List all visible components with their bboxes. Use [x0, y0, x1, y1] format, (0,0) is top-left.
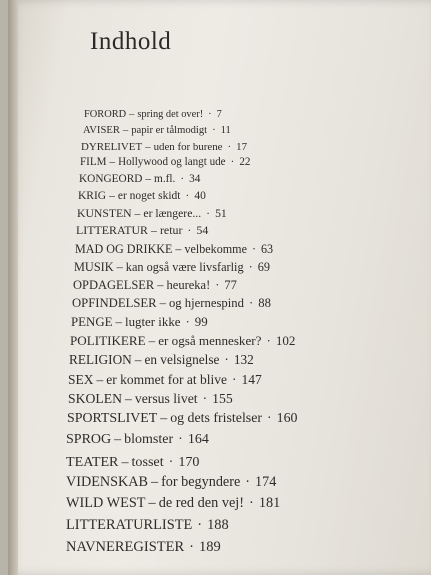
toc-subtitle: spring det over! — [137, 109, 204, 120]
toc-heading: LITTERATUR — [76, 223, 148, 237]
toc-dot: · — [185, 190, 190, 202]
toc-page-number: 170 — [178, 454, 200, 470]
toc-dot: · — [249, 495, 254, 511]
toc-heading: VIDENSKAB — [66, 474, 148, 490]
toc-subtitle: og dets fristelser — [170, 411, 262, 426]
toc-page-number: 164 — [187, 432, 209, 447]
toc-heading: KRIG — [78, 190, 107, 202]
toc-page-number: 181 — [258, 495, 281, 511]
toc-dot: · — [248, 260, 253, 274]
toc-entry — [78, 191, 206, 203]
toc-entry — [66, 540, 221, 555]
toc-heading: OPFINDELSER — [72, 296, 157, 310]
toc-entry — [69, 353, 254, 366]
toc-dot: · — [212, 125, 216, 136]
toc-dot: · — [227, 141, 232, 153]
toc-page-number: 132 — [233, 352, 254, 367]
table-of-contents — [8, 0, 431, 575]
toc-dot: · — [251, 242, 256, 256]
toc-subtitle: tosset — [131, 454, 164, 470]
toc-page-number: 22 — [239, 156, 251, 168]
toc-heading: DYRELIVET — [81, 141, 143, 153]
toc-dot: · — [267, 411, 272, 426]
toc-dot: · — [245, 474, 250, 490]
toc-entry — [66, 496, 280, 510]
toc-heading: AVISER — [83, 125, 120, 136]
toc-heading: LITTERATURLISTE — [66, 517, 193, 533]
book-page — [8, 0, 431, 575]
toc-dot: · — [249, 296, 254, 310]
toc-dash: – — [160, 411, 168, 426]
toc-dot: · — [189, 539, 194, 555]
toc-heading: NAVNEREGISTER — [66, 539, 185, 555]
toc-dash: – — [129, 109, 135, 120]
toc-page-number: 54 — [196, 223, 209, 237]
toc-dot: · — [185, 315, 190, 329]
toc-dash: – — [116, 260, 123, 274]
toc-subtitle: blomster — [124, 432, 174, 447]
toc-dash: – — [157, 278, 164, 292]
toc-heading: PENGE — [71, 315, 113, 329]
toc-page-number: 147 — [241, 372, 262, 387]
toc-entry — [72, 297, 271, 310]
toc-dash: – — [114, 432, 122, 447]
toc-entry — [66, 433, 209, 447]
page-title: Indhold — [90, 28, 172, 55]
toc-page-number: 155 — [212, 391, 233, 406]
toc-entry — [68, 373, 262, 387]
toc-page-number: 99 — [194, 315, 208, 329]
toc-page-number: 7 — [216, 109, 222, 120]
toc-heading: MUSIK — [74, 260, 114, 274]
toc-page-number: 40 — [194, 190, 206, 202]
toc-subtitle: er kommet for at blive — [106, 372, 227, 387]
toc-page-number: 77 — [224, 278, 237, 292]
toc-heading: MAD OG DRIKKE — [75, 242, 173, 256]
toc-dash: – — [148, 333, 156, 348]
toc-dash: – — [150, 474, 159, 490]
toc-dot: · — [215, 278, 220, 292]
toc-subtitle: papir er tålmodigt — [131, 125, 208, 136]
toc-page-number: 63 — [260, 242, 274, 256]
toc-subtitle: er også mennesker? — [158, 333, 262, 348]
toc-entry — [84, 110, 222, 120]
toc-heading: KONGEORD — [79, 173, 143, 185]
toc-heading: RELIGION — [69, 352, 132, 367]
toc-page-number: 189 — [199, 539, 221, 555]
toc-dot: · — [197, 517, 203, 533]
toc-subtitle: velbekomme — [184, 242, 247, 256]
toc-page-number: 11 — [220, 125, 231, 136]
toc-subtitle: er noget skidt — [117, 190, 181, 202]
toc-entry — [66, 518, 229, 532]
toc-entry — [77, 208, 227, 220]
toc-subtitle: kan også være livsfarlig — [125, 260, 244, 274]
toc-entry — [83, 126, 231, 137]
toc-subtitle: for begyndere — [161, 474, 241, 490]
toc-dot: · — [231, 372, 237, 387]
toc-heading: TEATER — [66, 454, 119, 470]
toc-entry — [74, 261, 270, 273]
toc-entry — [70, 334, 295, 347]
toc-dash: – — [115, 315, 122, 329]
toc-dot: · — [202, 391, 208, 406]
toc-page-number: 88 — [258, 296, 271, 310]
toc-dash: – — [122, 125, 129, 136]
toc-dot: · — [180, 173, 185, 185]
toc-entry — [71, 316, 208, 329]
toc-dash: – — [96, 372, 104, 387]
toc-subtitle: de red den vej! — [158, 495, 245, 511]
toc-entry — [80, 157, 250, 168]
toc-dot: · — [266, 333, 271, 348]
toc-dash: – — [134, 352, 142, 367]
toc-subtitle: er længere... — [143, 207, 202, 220]
toc-page-number: 160 — [276, 411, 298, 426]
toc-page-number: 51 — [215, 207, 227, 220]
toc-dash: – — [121, 454, 129, 470]
toc-entry — [79, 174, 200, 185]
toc-subtitle: lugter ikke — [125, 315, 181, 329]
toc-page-number: 174 — [255, 474, 277, 490]
toc-dot: · — [208, 109, 212, 120]
toc-heading: WILD WEST — [66, 495, 146, 511]
toc-dash: – — [145, 141, 151, 153]
toc-dot: · — [187, 223, 192, 237]
toc-dash: – — [175, 242, 182, 256]
toc-dot: · — [168, 454, 174, 470]
toc-heading: FORORD — [84, 109, 127, 120]
toc-heading: SEX — [68, 372, 94, 387]
toc-dash: – — [109, 156, 116, 168]
toc-subtitle: m.fl. — [154, 173, 176, 185]
toc-entry — [73, 279, 237, 292]
toc-dot: · — [178, 432, 183, 447]
toc-dash: – — [145, 173, 152, 185]
toc-dash: – — [159, 296, 166, 310]
toc-heading: SPROG — [66, 432, 112, 447]
toc-dash: – — [109, 190, 115, 202]
toc-entry — [75, 243, 273, 255]
toc-subtitle: Hollywood og langt ude — [118, 156, 226, 168]
toc-heading: SPORTSLIVET — [67, 411, 158, 426]
toc-heading: FILM — [80, 156, 107, 168]
toc-dot: · — [206, 207, 211, 220]
toc-dash: – — [125, 391, 132, 406]
toc-heading: SKOLEN — [68, 391, 122, 406]
toc-page-number: 34 — [189, 173, 201, 185]
toc-subtitle: versus livet — [134, 391, 198, 406]
toc-subtitle: heureka! — [166, 278, 211, 292]
toc-subtitle: retur — [159, 223, 183, 237]
toc-entry — [68, 392, 233, 406]
toc-entry — [67, 412, 297, 426]
toc-dash: – — [148, 495, 156, 511]
toc-page-number: 188 — [207, 517, 229, 533]
toc-page-number: 17 — [236, 141, 248, 153]
toc-entry — [66, 455, 199, 469]
toc-heading: OPDAGELSER — [73, 278, 155, 292]
toc-dot: · — [224, 352, 229, 367]
toc-subtitle: uden for burene — [153, 141, 223, 153]
toc-heading: KUNSTEN — [77, 207, 132, 220]
toc-page-number: 69 — [257, 260, 271, 274]
toc-entry — [76, 225, 208, 237]
toc-entry — [66, 475, 276, 489]
toc-dash: – — [151, 223, 157, 237]
toc-subtitle: en velsignelse — [144, 352, 220, 367]
toc-dot: · — [230, 156, 235, 168]
toc-dash: – — [134, 207, 141, 220]
toc-subtitle: og hjernespind — [168, 296, 244, 310]
toc-page-number: 102 — [275, 333, 296, 348]
toc-heading: POLITIKERE — [70, 333, 146, 348]
toc-entry — [81, 142, 247, 153]
